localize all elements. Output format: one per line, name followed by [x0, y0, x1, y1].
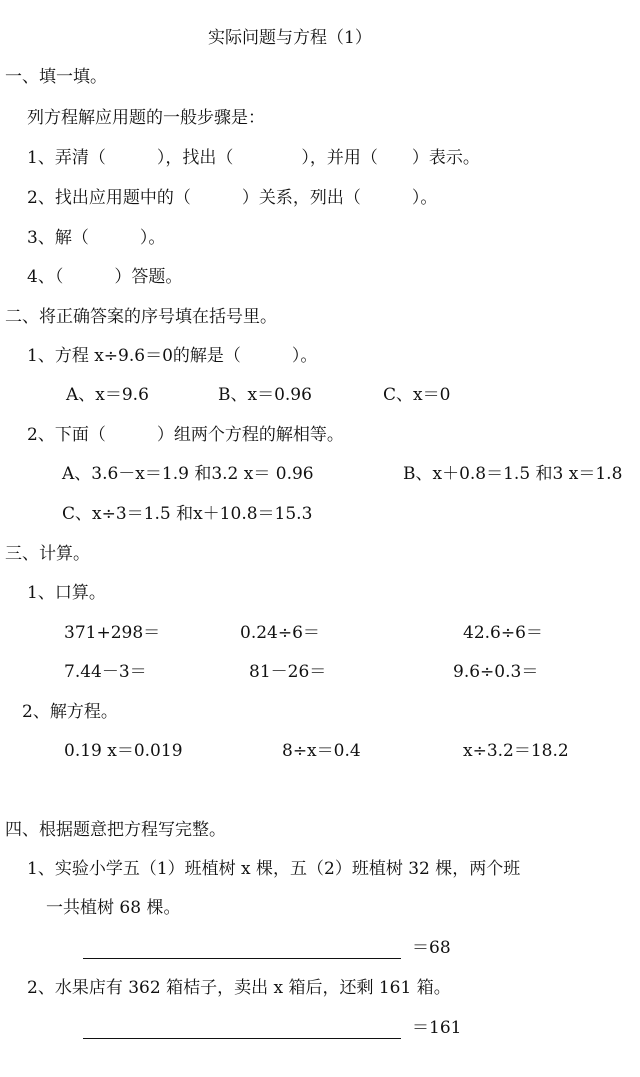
- page-title: 实际问题与方程（1）: [208, 28, 372, 48]
- equation-1: 0.19 x＝0.019: [64, 741, 183, 761]
- section-2-heading: 二、将正确答案的序号填在括号里。: [5, 307, 277, 327]
- section-3-heading: 三、计算。: [5, 544, 90, 564]
- s4-q1-line2: 一共植树 68 棵。: [46, 898, 181, 918]
- oral-calc-2: 0.24÷6＝: [240, 623, 320, 643]
- s2-q2-option-c: C、x÷3＝1.5 和x＋10.8＝15.3: [62, 504, 313, 524]
- section-4-heading: 四、根据题意把方程写完整。: [5, 820, 226, 840]
- s3-oral-heading: 1、口算。: [27, 583, 106, 603]
- s4-q2-answer-blank: [83, 1038, 401, 1039]
- s1-q4: 4、（ ）答题。: [27, 267, 183, 287]
- oral-calc-1: 371+298＝: [64, 623, 161, 643]
- s2-q1: 1、方程 x÷9.6＝0的解是（ ）。: [27, 346, 318, 366]
- s2-q2-option-a: A、3.6－x＝1.9 和3.2 x＝ 0.96: [62, 464, 314, 484]
- s4-q2: 2、水果店有 362 箱桔子，卖出 x 箱后，还剩 161 箱。: [27, 978, 451, 998]
- oral-calc-4: 7.44－3＝: [64, 662, 147, 682]
- s4-q1-answer-blank: [83, 958, 401, 959]
- s4-q2-rhs: ＝161: [412, 1018, 462, 1038]
- s2-q1-option-c: C、x＝0: [383, 385, 451, 405]
- oral-calc-3: 42.6÷6＝: [463, 623, 543, 643]
- s2-q1-option-b: B、x＝0.96: [218, 385, 312, 405]
- s1-q2: 2、找出应用题中的（ ）关系，列出（ ）。: [27, 188, 438, 208]
- s1-q3: 3、解（ ）。: [27, 228, 166, 248]
- equation-3: x÷3.2＝18.2: [463, 741, 569, 761]
- oral-calc-5: 81－26＝: [249, 662, 327, 682]
- s3-equation-heading: 2、解方程。: [22, 702, 118, 722]
- oral-calc-6: 9.6÷0.3＝: [453, 662, 539, 682]
- section-1-heading: 一、填一填。: [5, 67, 107, 87]
- s1-q1: 1、弄清（ ），找出（ ），并用（ ）表示。: [27, 148, 480, 168]
- s2-q2: 2、下面（ ）组两个方程的解相等。: [27, 425, 344, 445]
- s2-q2-option-b: B、x＋0.8＝1.5 和3 x＝1.8: [403, 464, 623, 484]
- s4-q1-rhs: ＝68: [412, 938, 451, 958]
- s2-q1-option-a: A、x＝9.6: [66, 385, 149, 405]
- equation-2: 8÷x＝0.4: [282, 741, 361, 761]
- s1-intro: 列方程解应用题的一般步骤是：: [27, 108, 265, 128]
- s4-q1-line1: 1、实验小学五（1）班植树 x 棵，五（2）班植树 32 棵，两个班: [27, 859, 521, 879]
